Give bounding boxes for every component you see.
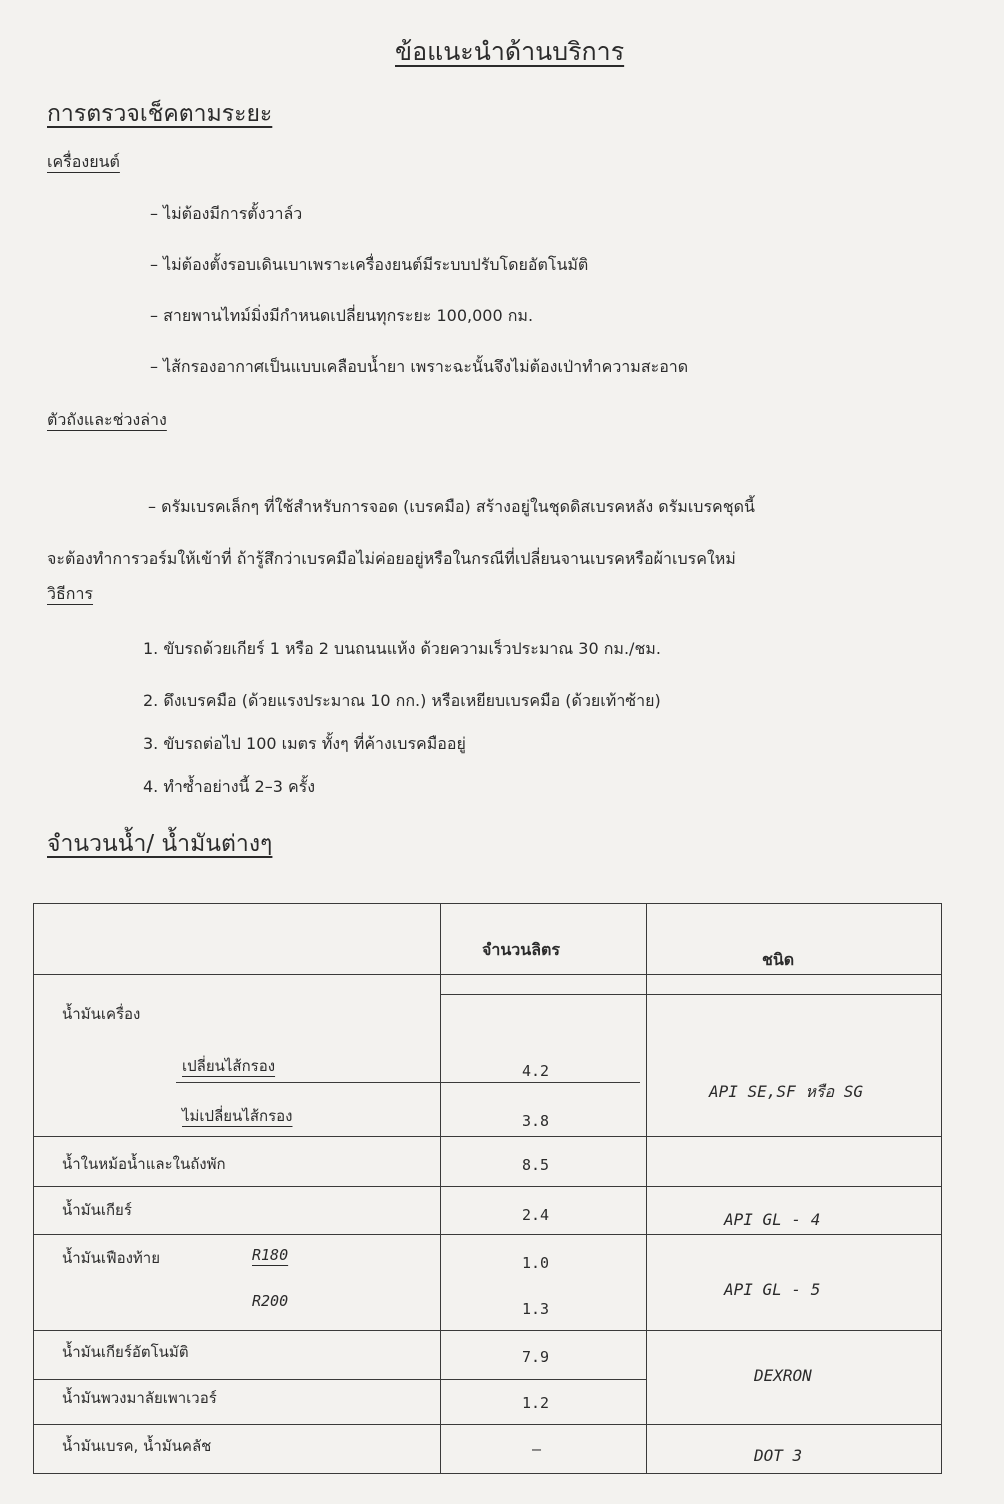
section-periodic-check-heading: การตรวจเช็คตามระยะ [47,101,273,127]
type-brake-clutch: DOT 3 [754,1446,803,1465]
type-gear-oil: API GL - 4 [724,1210,821,1229]
body-paragraph-line: จะต้องทำการวอร์มให้เข้าที่ ถ้ารู้สึกว่าเบรคมือไม่ค่อยอยู่หรือในกรณีที่เปลี่ยนจานเบรคหรือผ้าเบรคใหม่ [47,549,736,568]
engine-item: – ไม่ต้องตั้งรอบเดินเบาเพราะเครื่องยนต์มีระบบปรับโดยอัตโนมัติ [150,255,589,274]
row-label-diff-r200: R200 [252,1292,289,1310]
row-label-diff-oil: น้ำมันเฟืองท้าย [62,1249,160,1267]
row-label-atf: น้ำมันเกียร์อัตโนมัติ [62,1343,189,1361]
row-label-gear-oil: น้ำมันเกียร์ [62,1201,132,1219]
value-diff-r200: 1.3 [522,1300,550,1318]
row-divider [440,994,941,995]
engine-heading: เครื่องยนต์ [47,152,120,171]
row-label-coolant: น้ำในหม้อน้ำและในถังพัก [62,1155,226,1173]
column-divider [646,904,647,1473]
header-type: ชนิด [762,950,795,969]
value-coolant: 8.5 [522,1156,550,1174]
body-paragraph-line: – ดรัมเบรคเล็กๆ ที่ใช้สำหรับการจอด (เบรคมือ) สร้างอยู่ในชุดดิสเบรคหลัง ดรัมเบรคชุดนี้ [148,497,755,516]
row-label-diff-r180: R180 [252,1246,289,1264]
row-divider [34,974,941,975]
row-divider [176,1082,640,1083]
fluids-table [33,903,942,1474]
engine-item: – สายพานไทม์มิ่งมีกำหนดเปลี่ยนทุกระยะ 100,000 กม. [150,306,534,325]
row-divider [34,1234,941,1235]
row-divider [34,1379,646,1380]
page-title: ข้อแนะนำด้านบริการ [395,37,625,66]
row-divider [34,1136,941,1137]
method-step: 3. ขับรถต่อไป 100 เมตร ทั้งๆ ที่ค้างเบรคมืออยู่ [143,734,466,753]
engine-item: – ไม่ต้องมีการตั้งวาล์ว [150,204,303,223]
body-chassis-heading: ตัวถังและช่วงล่าง [47,410,167,429]
row-label-engine-oil: น้ำมันเครื่อง [62,1005,141,1023]
value-power-steering: 1.2 [522,1394,550,1412]
method-step: 1. ขับรถด้วยเกียร์ 1 หรือ 2 บนถนนแห้ง ด้วยความเร็วประมาณ 30 กม./ชม. [143,639,661,658]
value-gear-oil: 2.4 [522,1206,550,1224]
section-fluids-heading: จำนวนน้ำ/ น้ำมันต่างๆ [47,831,273,857]
engine-item: – ไส้กรองอากาศเป็นแบบเคลือบน้ำยา เพราะฉะนั้นจึงไม่ต้องเป่าทำความสะอาด [150,357,689,376]
value-with-filter: 4.2 [522,1062,550,1080]
row-divider [34,1186,941,1187]
row-label-with-filter: เปลี่ยนไส้กรอง [182,1057,276,1075]
method-step: 4. ทำซ้ำอย่างนี้ 2–3 ครั้ง [143,777,316,796]
header-liters: จำนวนลิตร [482,940,561,959]
method-step: 2. ดึงเบรคมือ (ด้วยแรงประมาณ 10 กก.) หรือเหยียบเบรคมือ (ด้วยเท้าซ้าย) [143,691,661,710]
value-atf: 7.9 [522,1348,550,1366]
type-atf-ps: DEXRON [754,1366,812,1385]
value-brake-clutch: – [532,1440,542,1458]
row-divider [34,1330,941,1331]
value-without-filter: 3.8 [522,1112,550,1130]
method-heading: วิธีการ [47,584,94,603]
row-label-power-steering: น้ำมันพวงมาลัยเพาเวอร์ [62,1389,217,1407]
type-engine-oil: API SE,SF หรือ SG [709,1082,863,1101]
row-label-brake-clutch: น้ำมันเบรค, น้ำมันคลัช [62,1437,212,1455]
type-diff-oil: API GL - 5 [724,1280,821,1299]
row-label-without-filter: ไม่เปลี่ยนไส้กรอง [182,1107,293,1125]
value-diff-r180: 1.0 [522,1254,550,1272]
row-divider [34,1424,941,1425]
column-divider [440,904,441,1473]
